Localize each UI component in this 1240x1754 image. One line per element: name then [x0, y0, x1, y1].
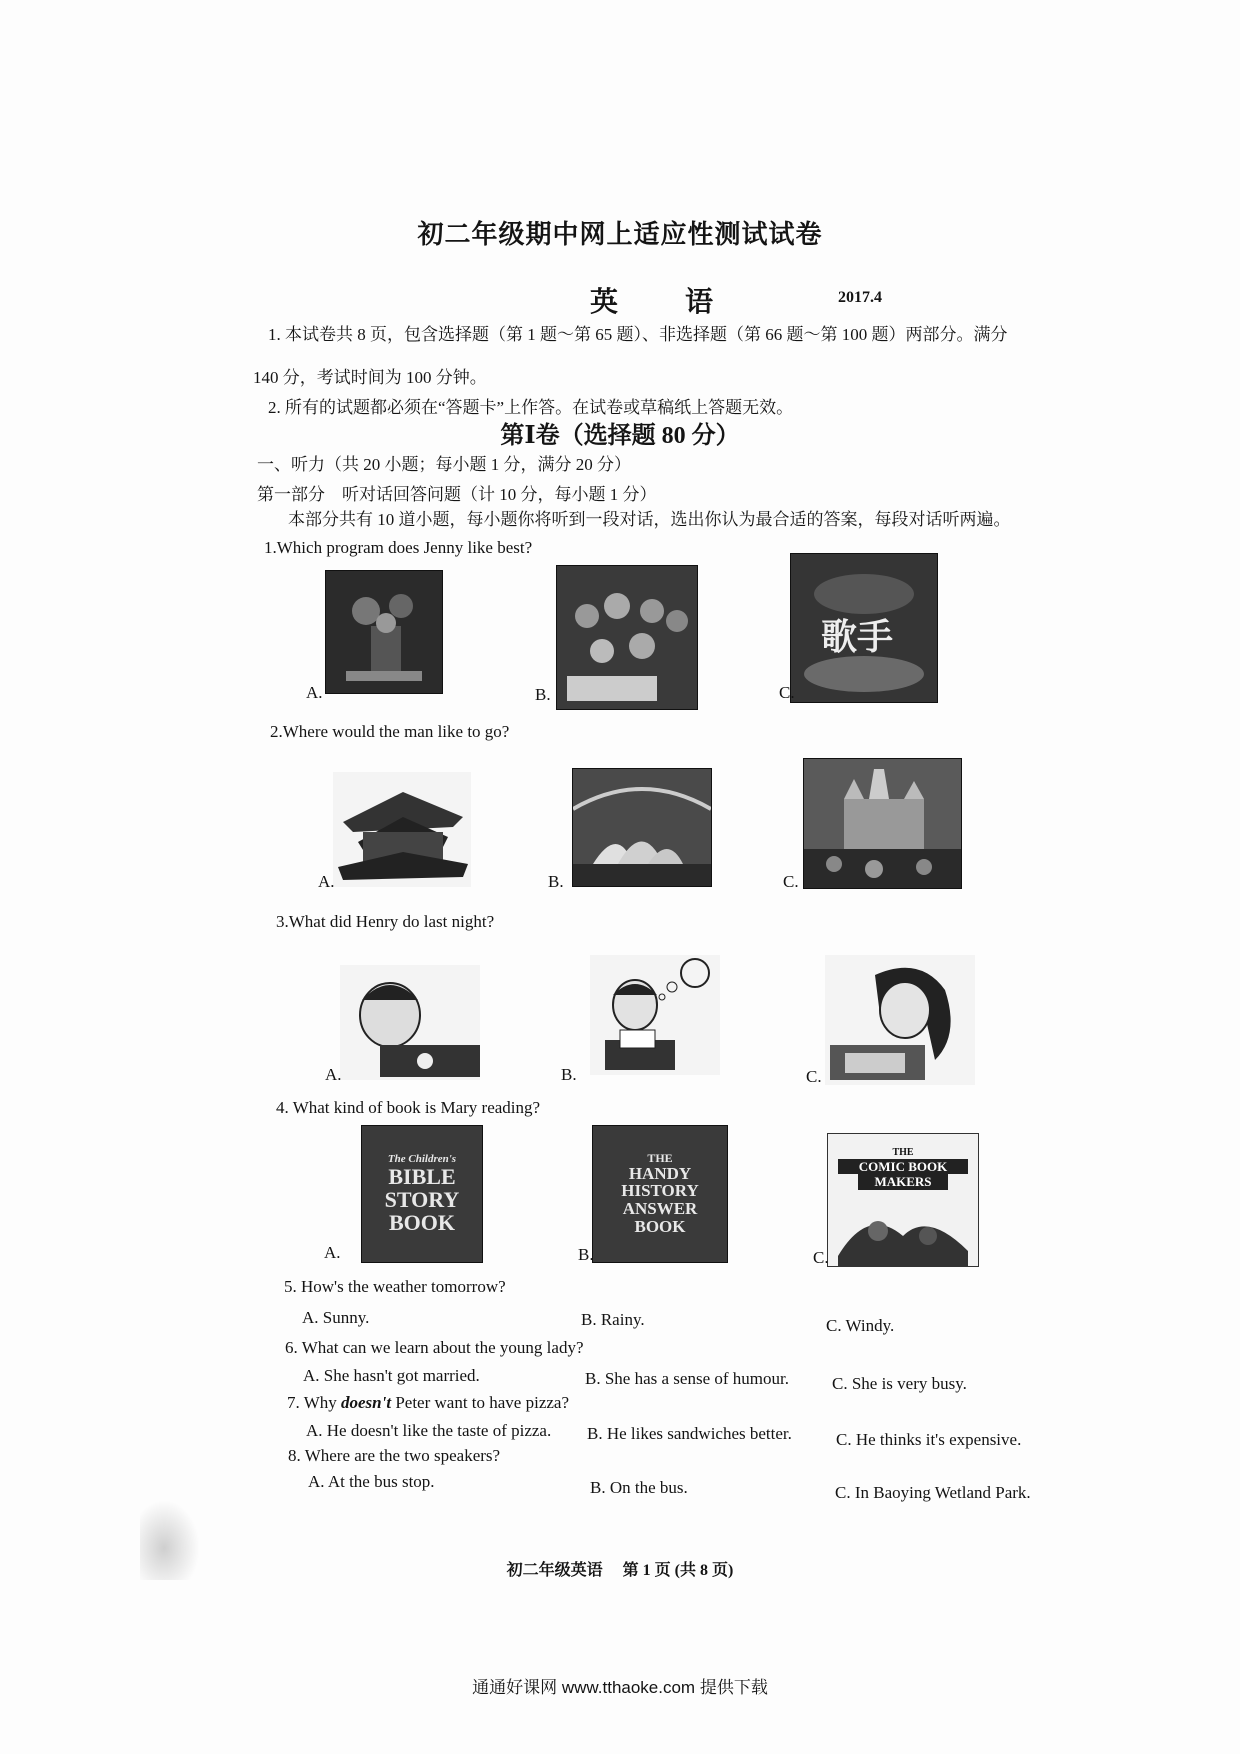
book-b-line-4: ANSWER [622, 1199, 698, 1219]
place-b-image [572, 768, 712, 887]
question-6-stem: 6. What can we learn about the young lady? [285, 1338, 584, 1357]
question-4-option-a[interactable]: A. [324, 1243, 341, 1262]
exam-date: 2017.4 [838, 289, 882, 306]
question-7-stem-prefix: 7. Why [287, 1393, 337, 1412]
question-7-option-b[interactable]: B. He likes sandwiches better. [587, 1424, 792, 1443]
note-1: 1. 本试卷共 8 页，包含选择题（第 1 题～第 65 题）、非选择题（第 66 题～第 100 题）两部分。满分 [268, 325, 1008, 344]
subject-title: 英 语 [590, 287, 744, 318]
question-7-stem-suffix: Peter want to have pizza? [395, 1393, 570, 1412]
place-a-image [333, 772, 471, 887]
question-8-option-c[interactable]: C. In Baoying Wetland Park. [835, 1483, 1031, 1502]
download-credit: 通通好课网 www.tthaoke.com 提供下载 [472, 1678, 768, 1697]
part-one-subheading: 第一部分 听对话回答问题（计 10 分，每小题 1 分） [257, 485, 657, 504]
part-one-heading: 一、听力（共 20 小题；每小题 1 分，满分 20 分） [257, 455, 631, 474]
book-a-line-3: STORY [384, 1187, 460, 1213]
program-a-image [325, 570, 443, 694]
place-c-image [803, 758, 962, 889]
question-5-option-a[interactable]: A. Sunny. [302, 1308, 370, 1327]
question-6-option-b[interactable]: B. She has a sense of humour. [585, 1369, 789, 1388]
part-one-instruction: 本部分共有 10 道小题，每小题你将听到一段对话，选出你认为最合适的答案，每段对话听两遍。 [288, 510, 1011, 529]
book-a-line-1: The Children's [387, 1152, 457, 1165]
book-c-line-2: COMIC BOOK [838, 1159, 968, 1175]
question-7-stem [287, 1393, 569, 1413]
activity-a-image [340, 965, 480, 1080]
question-3-option-a[interactable]: A. [325, 1065, 342, 1084]
note-2: 2. 所有的试题都必须在“答题卡”上作答。在试卷或草稿纸上答题无效。 [268, 398, 794, 417]
question-5-stem: 5. How's the weather tomorrow? [284, 1277, 506, 1296]
question-2-option-b[interactable]: B. [548, 872, 564, 891]
note-1-cont: 140 分，考试时间为 100 分钟。 [253, 368, 487, 387]
question-4-option-b[interactable]: B. [578, 1245, 594, 1264]
page-footer: 初二年级英语 第 1 页 (共 8 页) [506, 1562, 734, 1579]
activity-c-image [825, 955, 975, 1085]
question-1-option-a[interactable]: A. [306, 683, 323, 702]
question-6-option-c[interactable]: C. She is very busy. [832, 1374, 967, 1393]
book-a-line-4: BOOK [388, 1210, 455, 1236]
question-8-stem: 8. Where are the two speakers? [288, 1446, 501, 1465]
book-c-cover [827, 1133, 979, 1267]
book-a-line-2: BIBLE [388, 1164, 456, 1190]
question-8-option-b[interactable]: B. On the bus. [590, 1478, 688, 1497]
question-7-option-c[interactable]: C. He thinks it's expensive. [836, 1430, 1022, 1449]
question-2-option-c[interactable]: C. [783, 872, 799, 891]
question-5-option-b[interactable]: B. Rainy. [581, 1310, 645, 1329]
question-4-stem: 4. What kind of book is Mary reading? [276, 1098, 541, 1117]
question-6-option-a[interactable]: A. She hasn't got married. [303, 1366, 480, 1385]
question-1-option-b[interactable]: B. [535, 685, 551, 704]
question-7-option-a[interactable]: A. He doesn't like the taste of pizza. [306, 1421, 552, 1440]
book-b-line-1: THE [647, 1151, 673, 1166]
book-b-line-2: HANDY [628, 1163, 692, 1183]
question-7-stem-emphasis: doesn't [341, 1393, 392, 1412]
program-b-image [556, 565, 698, 710]
book-b-cover [592, 1125, 728, 1263]
question-3-option-b[interactable]: B. [561, 1065, 577, 1084]
activity-b-image [590, 955, 720, 1075]
question-3-stem: 3.What did Henry do last night? [276, 912, 495, 931]
book-a-cover [361, 1125, 483, 1263]
question-1-option-c[interactable]: C. [779, 683, 795, 702]
question-2-stem: 2.Where would the man like to go? [270, 722, 510, 741]
question-3-option-c[interactable]: C. [806, 1067, 822, 1086]
section-title: 第Ⅰ卷（选择题 80 分） [500, 423, 740, 449]
book-c-line-3: MAKERS [858, 1174, 948, 1190]
question-1-stem: 1.Which program does Jenny like best? [264, 538, 533, 557]
question-8-option-a[interactable]: A. At the bus stop. [308, 1472, 435, 1491]
question-4-option-c[interactable]: C. [813, 1248, 829, 1267]
exam-title: 初二年级期中网上适应性测试试卷 [417, 220, 823, 249]
book-c-line-1: THE [892, 1147, 914, 1158]
program-c-logo: 歌手 [821, 617, 894, 658]
question-2-option-a[interactable]: A. [318, 872, 335, 891]
book-b-line-3: HISTORY [621, 1181, 699, 1201]
program-c-image [790, 553, 938, 703]
book-b-line-5: BOOK [634, 1217, 686, 1237]
question-5-option-c[interactable]: C. Windy. [826, 1316, 895, 1335]
